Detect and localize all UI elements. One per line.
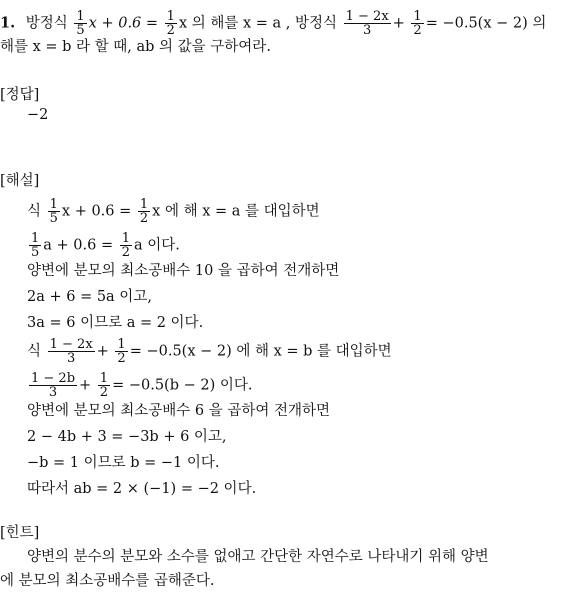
solution-line: 따라서 ab = 2 × (−1) = −2 이다. bbox=[27, 481, 257, 497]
fraction: $\frac{1 - 2x}{3}$ bbox=[345, 9, 389, 38]
math-text: = −0.5(x − 2) 의 bbox=[425, 15, 547, 32]
solution-line: 2 − 4b + 3 = −3b + 6 이고, bbox=[27, 429, 227, 445]
problem-line-1 bbox=[0, 10, 546, 37]
fraction: $\frac{1}{2}$ bbox=[117, 337, 126, 366]
fraction: $\frac{1}{2}$ bbox=[99, 371, 109, 400]
solution-line: $\frac{1 - 2b}{3}$ + $\frac{1}{2}$ = −0.5(b − 2) 이다. bbox=[31, 371, 253, 400]
fraction: $\frac{1 - 2x}{3}$ bbox=[49, 337, 93, 366]
solution-line: 3a = 6 이므로 a = 2 이다. bbox=[27, 315, 204, 331]
solution-line: 2a + 6 = 5a 이고, bbox=[27, 289, 152, 305]
solution-line: 식 $\frac{1 - 2x}{3}$ + $\frac{1}{2}$ = −0.5(x − 2) 에 해 x = b 를 대입하면 bbox=[27, 337, 392, 366]
answer-value: −2 bbox=[27, 107, 49, 123]
fraction: $\frac{1}{5}$ bbox=[76, 9, 85, 38]
math-text: x + 0.6 = bbox=[88, 15, 159, 32]
math-text: + bbox=[392, 15, 405, 32]
hint-line-1: 양변의 분수의 분모와 소수를 없애고 간단한 자연수로 나타내기 위해 양변 bbox=[27, 549, 489, 565]
solution-line: 양변에 분모의 최소공배수 10 을 곱하여 전개하면 bbox=[27, 263, 340, 279]
fraction: $\frac{1}{2}$ bbox=[121, 231, 131, 260]
fraction: $\frac{1}{2}$ bbox=[166, 9, 175, 38]
hint-heading: [힌트] bbox=[0, 525, 40, 541]
fraction: $\frac{1}{2}$ bbox=[413, 9, 422, 38]
solution-line: $\frac{1}{5}$ a + 0.6 = $\frac{1}{2}$ a 이다. bbox=[31, 231, 180, 260]
answer-heading: [정답] bbox=[0, 87, 40, 103]
fraction: $\frac{1 - 2b}{3}$ bbox=[31, 371, 76, 400]
problem-text: x 의 해를 x = a , 방정식 bbox=[178, 15, 338, 32]
problem-line-2: 해를 x = b 라 할 때, ab 의 값을 구하여라. bbox=[0, 39, 271, 55]
solution-line: 양변에 분모의 최소공배수 6 을 곱하여 전개하면 bbox=[27, 403, 331, 419]
hint-line-2: 에 분모의 최소공배수를 곱해준다. bbox=[0, 573, 215, 589]
solution-line: 식 $\frac{1}{5}$ x + 0.6 = $\frac{1}{2}$ x 에 해 x = a 를 대입하면 bbox=[27, 197, 320, 226]
problem-text: 방정식 bbox=[25, 15, 68, 32]
fraction: $\frac{1}{5}$ bbox=[31, 231, 40, 260]
solution-heading: [해설] bbox=[0, 173, 40, 189]
fraction: $\frac{1}{5}$ bbox=[49, 197, 58, 226]
fraction: $\frac{1}{2}$ bbox=[139, 197, 149, 226]
solution-line: −b = 1 이므로 b = −1 이다. bbox=[27, 455, 220, 471]
problem-number: 1. bbox=[0, 14, 16, 32]
